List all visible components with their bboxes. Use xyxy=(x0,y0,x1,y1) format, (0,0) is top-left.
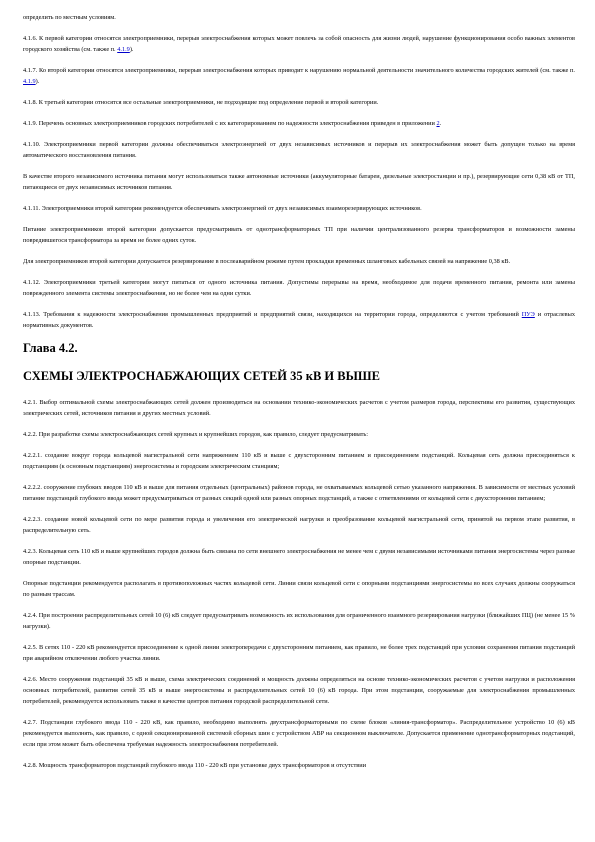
paragraph-text-tail: ). xyxy=(129,46,134,53)
paragraph xyxy=(23,12,575,23)
paragraph-text: 4.2.3. Кольцевая сеть 110 кВ и выше крупнейших городов должна быть связана по сети внешнего электроснабжения не менее чем с двумя независимыми источниками питания энергосистемы через разные опорные подстанции. xyxy=(23,548,575,566)
paragraph-text: 4.1.9. Перечень основных электроприемников городских потребителей с их категорированием по надежности электроснабжения приведен в приложении xyxy=(23,120,437,127)
paragraph xyxy=(23,514,575,536)
paragraph-text: 4.2.4. При построении распределительных сетей 10 (6) кВ следует предусматривать возможность их использования для ограниченного взаимного резервирования нагрузки (ближайших ПЦ) (не менее 15 % нагрузки). xyxy=(23,612,575,630)
paragraph xyxy=(23,256,575,267)
paragraph-text: 4.2.2.1. создание вокруг города кольцевой магистральной сети напряжением 110 кВ и выше с двухсторонним питанием и присоединением подстанций. Кольцевая сеть должна присоединяться к подстанциям (к основным подстанциям) энергосистемы и городским электрическим станциям; xyxy=(23,452,575,470)
paragraph xyxy=(23,224,575,246)
paragraph-text: 4.1.8. К третьей категории относятся все остальные электроприемники, не подходящие под определение первой и второй категории. xyxy=(23,99,379,106)
paragraph xyxy=(23,482,575,504)
paragraph xyxy=(23,97,575,108)
paragraph xyxy=(23,760,575,771)
paragraph-text: 4.1.10. Электроприемники первой категории должны обеспечиваться электроэнергией от двух независимых источников и перерыв их электроснабжения может быть допущен только на время автоматического восстановления питания. xyxy=(23,141,575,159)
paragraph-text: 4.2.1. Выбор оптимальной схемы электроснабжающих сетей должен производиться на основании технико-экономических расчетов с учетом размеров города, перспективы его развития, существующих электрических сетей, источников питания и других местных условий. xyxy=(23,399,575,417)
chapter-title: СХЕМЫ ЭЛЕКТРОСНАБЖАЮЩИХ СЕТЕЙ 35 кВ И ВЫШЕ xyxy=(23,369,380,383)
paragraph-text: 4.1.7. Ко второй категории относятся электроприемники, перерыв электроснабжения которых приводит к нарушению нормальной деятельности значительного количества городских жителей (см. также п. xyxy=(23,67,575,74)
paragraph-text: Для электроприемников второй категории допускается резервирование в послеаварийном режиме путем прокладки временных шланговых кабельных связей на напряжение 0,38 кВ. xyxy=(23,258,511,265)
paragraph xyxy=(23,674,575,707)
paragraph-text: 4.2.2.3. создание новой кольцевой сети по мере развития города и увеличения его электрической нагрузки и преобразование кольцевой магистральной сети, принятой на первом этапе развития, в распределительную сеть. xyxy=(23,516,575,534)
paragraph xyxy=(23,717,575,750)
paragraph-text: 4.1.11. Электроприемники второй категории рекомендуется обеспечивать электроэнергией от двух независимых взаиморезервирующих источников. xyxy=(23,205,422,212)
section-4-1-continued xyxy=(23,12,575,331)
paragraph-text-tail: . xyxy=(439,120,442,127)
reference-link[interactable]: 4.1.9 xyxy=(117,46,130,53)
paragraph xyxy=(23,277,575,299)
paragraph xyxy=(23,139,575,161)
paragraph-text: 4.2.2. При разработке схемы электроснабжающих сетей крупных и крупнейших городов, как правило, следует предусматривать: xyxy=(23,431,368,438)
reference-link[interactable]: ПУЭ xyxy=(521,311,535,318)
chapter-label: Глава 4.2. xyxy=(23,341,78,355)
paragraph-text: определить по местным условиям. xyxy=(23,14,116,21)
paragraph-text: 4.2.6. Место сооружения подстанций 35 кВ и выше, схема электрических соединений и мощность должны определяться на основе технико-экономических расчетов с учетом нагрузки и расположения основных потребителей, развития сетей 35 кВ и выше энергосистемы и распределительных сетей 10 (6) кВ города. При этом подстанции, сооружаемые для электроснабжения промышленных потребителей, рекомендуется использовать также в качестве центров питания городской распределительной сети. xyxy=(23,676,575,705)
paragraph xyxy=(23,397,575,419)
paragraph xyxy=(23,642,575,664)
paragraph xyxy=(23,65,575,87)
paragraph xyxy=(23,450,575,472)
paragraph-text: 4.2.2.2. сооружение глубоких вводов 110 кВ и выше для питания отдельных (центральных) районов города, не охватываемых кольцевой сетью указанного напряжения. В зависимости от местных условий питание подстанций глубокого ввода может предусматриваться от разных секций одной или разных опорных подстанций, а также с ответвлениями от кольцевой сети с двухсторонним питанием; xyxy=(23,484,575,502)
paragraph-text: 4.1.6. К первой категории относятся электроприемники, перерыв электроснабжения которых может повлечь за собой опасность для жизни людей, нарушение функционирования особо важных элементов городского хозяйства (см. также п. xyxy=(23,35,575,53)
paragraph-text: 4.2.7. Подстанции глубокого ввода 110 - 220 кВ, как правило, необходимо выполнять двухтрансформаторными по схеме блоков «линия-трансформатор». Распределительное устройство 10 (6) кВ рекомендуется выполнять, как правило, с одной секционированной системой сборных шин с устройством АВР на секционном выключателе. Допускается применение однотрансформаторных подстанций, если при этом может быть обеспечена требуемая надежность электроснабжения потребителей. xyxy=(23,719,575,748)
paragraph xyxy=(23,171,575,193)
paragraph-text-tail: ). xyxy=(35,78,40,85)
reference-link[interactable]: 2 xyxy=(436,120,440,127)
paragraph xyxy=(23,610,575,632)
paragraph-text: Опорные подстанции рекомендуется располагать в противоположных частях кольцевой сети. Линии связи кольцевой сети с опорными подстанциями энергосистемы во всех случаях должны сооружаться по разным трассам. xyxy=(23,580,575,598)
paragraph xyxy=(23,578,575,600)
paragraph xyxy=(23,429,575,440)
reference-link[interactable]: 4.1.9 xyxy=(23,78,36,85)
paragraph-text: 4.2.8. Мощность трансформаторов подстанций глубокого ввода 110 - 220 кВ при установке двух трансформаторов и отсутствии xyxy=(23,762,366,769)
paragraph xyxy=(23,33,575,55)
section-4-2 xyxy=(23,397,575,771)
paragraph-text: В качестве второго независимого источника питания могут использоваться также автономные источники (аккумуляторные батареи, дизельные электростанции и пр.), резервирующие сети 0,38 кВ от ТП, питающиеся от двух независимых источников питания. xyxy=(23,173,575,191)
paragraph xyxy=(23,203,575,214)
paragraph xyxy=(23,309,575,331)
paragraph xyxy=(23,546,575,568)
paragraph-text: 4.2.5. В сетях 110 - 220 кВ рекомендуется присоединение к одной линии электропередачи с двухсторонним питанием, как правило, не более трех подстанций при условии сохранения питания подстанций при аварийном отключении любого участка линии. xyxy=(23,644,575,662)
paragraph-text-tail: и отраслевых нормативных документов. xyxy=(23,311,575,329)
paragraph xyxy=(23,118,575,129)
paragraph-text: Питание электроприемников второй категории допускается предусматривать от однотрансформаторных ТП при наличии централизованного резерва трансформаторов и возможности замены повредившегося трансформатора за время не более одних суток. xyxy=(23,226,575,244)
paragraph-text: 4.1.12. Электроприемники третьей категории могут питаться от одного источника питания. Допустимы перерывы на время, необходимое для подачи временного питания, ремонта или замены поврежденного элемента системы электроснабжения, но не более чем на одни сутки. xyxy=(23,279,575,297)
paragraph-text: 4.1.13. Требования к надежности электроснабжения промышленных предприятий и предприятий связи, находящихся на территории города, определяются с учетом требований xyxy=(23,311,522,318)
